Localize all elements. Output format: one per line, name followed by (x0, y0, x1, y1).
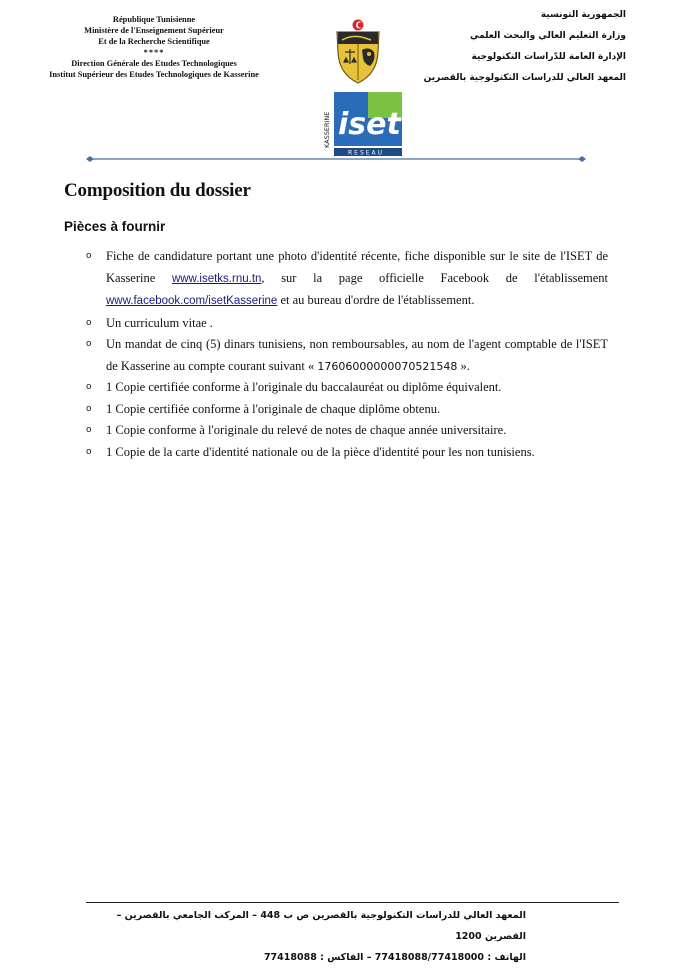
list-item (86, 377, 608, 399)
item-text: 1 Copie de la carte d'identité nationale ou de la pièce d'identité pour les non tunisiens. (106, 444, 535, 459)
header-ar-line: المعهد العالي للدراسات التكنولوجية بالقصرين (423, 73, 626, 83)
iset-kasserine-logo (318, 88, 406, 158)
list-item (86, 442, 608, 464)
footer-address: المعهد العالي للدراسات التكنولوجية بالقصرين ص ب 448 – المركب الجامعي بالقصرين – القصرين 1200 (116, 910, 526, 942)
bullet-icon: o (86, 403, 92, 414)
bullet-icon: o (86, 251, 92, 261)
bullet-icon: o (86, 446, 92, 457)
website-link[interactable]: www.isetks.rnu.tn (171, 272, 262, 285)
page-title: Composition du dossier (64, 180, 251, 201)
header-french-block (20, 14, 288, 80)
header-ar-line: الإدارة العامة للدّراسات التكنولوجية (471, 52, 626, 62)
item-text: Un mandat de cinq (5) dinars tunisiens, non remboursables, au nom de l'agent comptable de l'ISET de Kasserine au compte courant suivant « (106, 337, 608, 373)
item-text: 1 Copie conforme à l'originale du relevé de notes de chaque année universitaire. (106, 423, 507, 437)
item-text: 1 Copie certifiée conforme à l'originale de chaque diplôme obtenu. (106, 401, 441, 416)
bullet-icon: o (86, 425, 92, 435)
account-number: 17606000000070521548 (317, 359, 458, 373)
header-fr-stars: **** (143, 48, 165, 57)
item-text: et au bureau d'ordre de l'établissement. (277, 293, 475, 307)
footer-contact (86, 905, 526, 968)
item-text: ». (457, 358, 470, 373)
logo-main-text: iset (338, 107, 401, 142)
header-fr-line: République Tunisienne (112, 15, 196, 24)
header-arabic-block (416, 10, 626, 94)
header-fr-line: Direction Générale des Etudes Technologiques (71, 59, 237, 68)
header-divider (86, 156, 586, 162)
footer-divider (86, 902, 619, 903)
section-subtitle: Pièces à fournir (64, 219, 166, 234)
header-fr-line: Ministère de l'Enseignement Supérieur (84, 26, 224, 35)
item-text: , sur la page officielle Facebook de l'établissement (261, 270, 608, 285)
facebook-link[interactable]: www.facebook.com/isetKasserine (106, 295, 278, 307)
header-ar-line: وزارة التعليم العالي والبحث العلمي (469, 31, 626, 41)
list-item (86, 246, 608, 313)
list-item (86, 399, 608, 421)
bullet-icon: o (86, 339, 92, 349)
header-fr-line: Institut Supérieur des Etudes Technologiques de Kasserine (49, 70, 259, 79)
bullet-icon: o (86, 317, 92, 328)
header-ar-line: الجمهورية التونسية (540, 10, 626, 20)
list-item (86, 334, 608, 377)
item-text: 1 Copie certifiée conforme à l'originale du baccalauréat ou diplôme équivalent. (106, 380, 502, 394)
bullet-icon: o (86, 382, 92, 392)
tunisia-coat-of-arms-icon (323, 18, 393, 86)
logo-bottom-text: RESEAU (348, 149, 385, 157)
item-text: Un curriculum vitae . (106, 315, 213, 330)
header-fr-line: Et de la Recherche Scientifique (98, 37, 210, 46)
footer-phone: الهاتف : 77418088/77418000 – الفاكس : 77418088 (263, 952, 526, 963)
list-item (86, 420, 608, 442)
documents-list (86, 246, 608, 463)
item-text: Fiche de candidature portant une photo d'identité récente, fiche disponible sur le site de l'ISET de Kasserine (106, 249, 608, 285)
logo-vertical-text: KASSERINE (323, 111, 331, 148)
list-item (86, 313, 608, 335)
